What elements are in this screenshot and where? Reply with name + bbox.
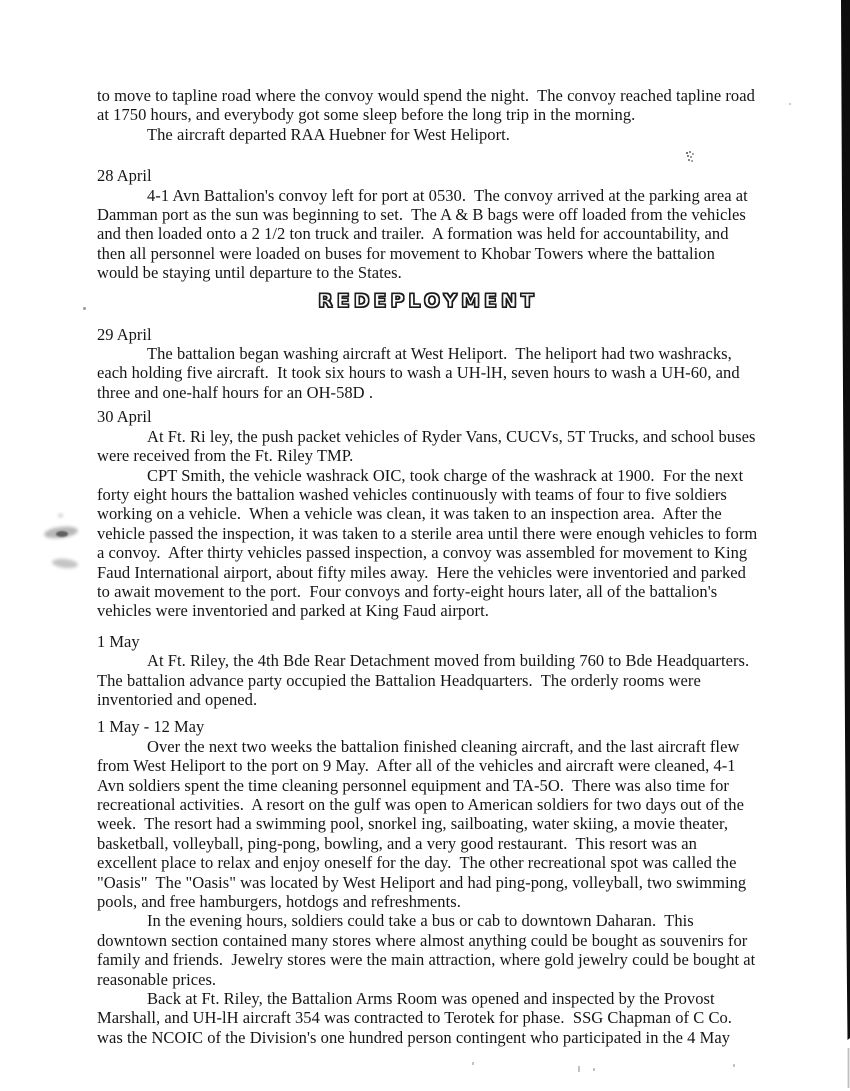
section-date-heading: 30 April (97, 407, 152, 427)
section-paragraph: At Ft. Ri ley, the push packet vehicles of Ryder Vans, CUCVs, 5T Trucks, and school buses were received from the Ft. Riley TMP. (97, 426, 760, 466)
document-page (97, 86, 762, 1047)
scan-smudge-artifact (52, 558, 79, 570)
scan-speck-artifact (789, 103, 791, 105)
scan-speck-artifact (593, 1068, 595, 1071)
scan-edge-bar (836, 0, 850, 1091)
section-paragraph: CPT Smith, the vehicle washrack OIC, took charge of the washrack at 1900. For the next forty eight hours the battalion washed vehicles continuously with teams of four to five soldiers working on a vehicle. When a vehicle was clean, it was taken to an inspection area. After the vehicle passed the inspection, it was taken to a sterile area until there were enough vehicles to form a convoy. After thirty vehicles passed inspection, a convoy was assembled for movement to King Faud International airport, about fifty miles away. Here the vehicles were inventoried and parked to await movement to the port. Four convoys and forty-eight hours later, all of the battalion's vehicles were inventoried and parked at King Faud airport. (97, 465, 762, 621)
section-date-heading: 29 April (97, 324, 152, 344)
scan-squiggle-artifact (686, 152, 688, 154)
section-date-heading: 1 May (97, 631, 140, 651)
section-paragraph: In the evening hours, soldiers could take a bus or cab to downtown Daharan. This downtown section contained many stores where almost anything could be bought as souvenirs for family and friends. Jewelry stores were the main attraction, where gold jewelry could be bought at reasonable prices. (97, 911, 760, 989)
section-date-heading: 28 April (97, 166, 152, 186)
intro-continuation-paragraph: to move to tapline road where the convoy would spend the night. The convoy reached tapline road at 1750 hours, and everybody got some sleep before the long trip in the morning. (97, 86, 760, 125)
scan-speck-artifact (578, 1066, 580, 1072)
section-28-april (97, 166, 759, 282)
scan-dot-artifact (83, 307, 86, 310)
section-1-may (97, 632, 759, 710)
section-paragraph: At Ft. Riley, the 4th Bde Rear Detachment moved from building 760 to Bde Headquarters. The battalion advance party occupied the Battalion Headquarters. The orderly rooms were inventoried and opened. (97, 651, 758, 709)
scan-speck-artifact (472, 1062, 474, 1065)
banner-title: REDEPLOYMENT (318, 290, 538, 312)
redeployment-banner (97, 290, 759, 312)
scan-smudge-artifact (56, 531, 68, 537)
intro-aircraft-line: The aircraft departed RAA Huebner for West Heliport. (147, 124, 510, 144)
section-1-may-12-may (97, 717, 759, 1047)
section-date-heading: 1 May - 12 May (97, 717, 205, 737)
scan-speck-artifact (733, 1064, 735, 1067)
scan-smudge-artifact (58, 514, 63, 517)
section-30-april (97, 407, 762, 621)
section-paragraph: Back at Ft. Riley, the Battalion Arms Room was opened and inspected by the Provost Marshall, and UH-lH aircraft 354 was contracted to Terotek for phase. SSG Chapman of C Co. was the NCOIC of the Division's one hundred person contingent who participated in the 4 May (97, 989, 737, 1047)
section-29-april (97, 325, 759, 403)
section-paragraph: Over the next two weeks the battalion finished cleaning aircraft, and the last aircraft flew from West Heliport to the port on 9 May. After all of the vehicles and aircraft were cleaned, 4-1 Avn soldiers spent the time cleaning personnel equipment and TA-5O. There was also time for recreational activities. A resort on the gulf was open to American soldiers for two days out of the week. The resort had a swimming pool, snorkel ing, sailboating, water skiing, a movie theater, basketball, volleyball, ping-pong, bowling, and a very good restaurant. This resort was an excellent place to relax and enjoy oneself for the day. The other recreational spot was called the "Oasis" The "Oasis" was located by West Heliport and had ping-pong, volleyball, two swimming pools, and free hamburgers, hotdogs and refreshments. (97, 736, 751, 912)
section-paragraph: The battalion began washing aircraft at West Heliport. The heliport had two washracks, each holding five aircraft. It took six hours to wash a UH-lH, seven hours to wash a UH-60, and three and one-half hours for an OH-58D . (97, 344, 744, 402)
section-paragraph: 4-1 Avn Battalion's convoy left for port at 0530. The convoy arrived at the parking area at Damman port as the sun was beginning to set. The A & B bags were off loaded from the vehicles and then loaded onto a 2 1/2 ton truck and trailer. A formation was held for accountability, and then all personnel were loaded on buses for movement to Khobar Towers where the battalion would be staying until departure to the States. (97, 185, 752, 283)
